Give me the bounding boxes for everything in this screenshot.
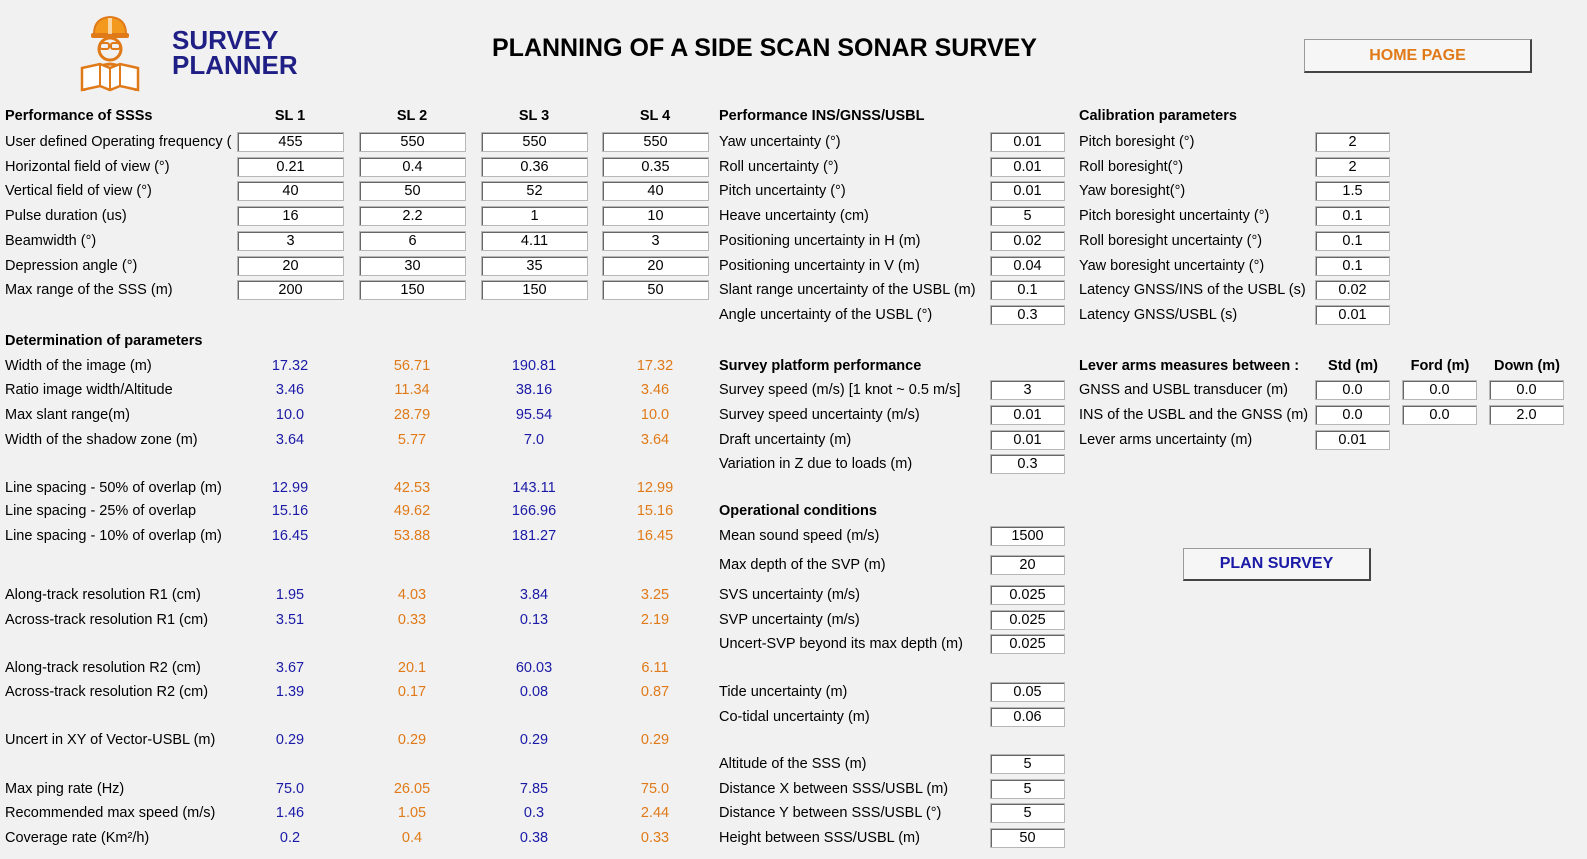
param-row-label: Max ping rate (Hz) (5, 781, 125, 797)
param-value: 49.62 (393, 503, 431, 519)
param-value: 1.46 (275, 805, 305, 821)
operational-value-input[interactable] (990, 585, 1065, 605)
param-value: 0.33 (397, 612, 427, 628)
sss-value-input[interactable] (237, 157, 344, 177)
sss-value-input[interactable] (237, 132, 344, 152)
ins-value-input[interactable] (990, 157, 1065, 177)
sss-value-input[interactable] (602, 256, 709, 276)
param-row-label: Coverage rate (Km²/h) (5, 830, 150, 846)
operational-value-input[interactable] (990, 682, 1065, 702)
calibration-row-label: Pitch boresight (°) (1079, 134, 1195, 150)
param-value: 26.05 (393, 781, 431, 797)
param-value: 3.84 (519, 587, 549, 603)
sss-row-label: Depression angle (°) (5, 258, 138, 274)
sss-row-label: Beamwidth (°) (5, 233, 97, 249)
param-row-label: Along-track resolution R2 (cm) (5, 660, 201, 676)
sss-value-input[interactable] (359, 256, 466, 276)
sss-value-input[interactable] (481, 132, 588, 152)
param-value: 3.64 (275, 432, 305, 448)
sss-value-input[interactable] (602, 132, 709, 152)
sss-row-label: Horizontal field of view (°) (5, 159, 170, 175)
param-value: 17.32 (636, 358, 674, 374)
lever-value-input[interactable] (1402, 405, 1477, 425)
param-value: 0.29 (640, 732, 670, 748)
param-row-label: Along-track resolution R1 (cm) (5, 587, 201, 603)
param-value: 190.81 (511, 358, 557, 374)
param-value: 10.0 (640, 407, 670, 423)
param-value: 181.27 (511, 528, 557, 544)
ins-value-input[interactable] (990, 231, 1065, 251)
sss-value-input[interactable] (359, 157, 466, 177)
calibration-value-input[interactable] (1315, 280, 1390, 300)
sss-row-label: Pulse duration (us) (5, 208, 127, 224)
sss-value-input[interactable] (359, 280, 466, 300)
param-value: 12.99 (271, 480, 309, 496)
param-value: 0.38 (519, 830, 549, 846)
lever-column-header: Std (m) (1328, 358, 1378, 374)
operational-value-input[interactable] (990, 779, 1065, 799)
operational-value-input[interactable] (990, 803, 1065, 823)
param-value: 0.13 (519, 612, 549, 628)
ins-row-label: Positioning uncertainty in V (m) (719, 258, 920, 274)
ins-row-label: Roll uncertainty (°) (719, 159, 839, 175)
sss-value-input[interactable] (359, 132, 466, 152)
param-row-label: Across-track resolution R1 (cm) (5, 612, 209, 628)
operational-row-label: Tide uncertainty (m) (719, 684, 848, 700)
lever-row-label: GNSS and USBL transducer (m) (1079, 382, 1288, 398)
param-row-label: Ratio image width/Altitude (5, 382, 173, 398)
param-value: 42.53 (393, 480, 431, 496)
page-title: PLANNING OF A SIDE SCAN SONAR SURVEY (492, 34, 1037, 62)
lever-row-label: INS of the USBL and the GNSS (m) (1079, 407, 1309, 423)
calibration-value-input[interactable] (1315, 256, 1390, 276)
ins-value-input[interactable] (990, 256, 1065, 276)
ins-value-input[interactable] (990, 280, 1065, 300)
param-value: 38.16 (515, 382, 553, 398)
app-logo (78, 12, 303, 94)
operational-value-input[interactable] (990, 555, 1065, 575)
param-value: 0.29 (519, 732, 549, 748)
platform-heading: Survey platform performance (719, 358, 922, 374)
operational-value-input[interactable] (990, 526, 1065, 546)
sss-column-header: SL 1 (274, 108, 306, 124)
sss-value-input[interactable] (237, 256, 344, 276)
param-value: 0.2 (279, 830, 301, 846)
ins-value-input[interactable] (990, 206, 1065, 226)
param-value: 17.32 (271, 358, 309, 374)
param-value: 16.45 (636, 528, 674, 544)
param-value: 3.46 (640, 382, 670, 398)
param-value: 3.67 (275, 660, 305, 676)
param-value: 0.3 (523, 805, 545, 821)
param-row-label: Recommended max speed (m/s) (5, 805, 216, 821)
param-row-label: Width of the shadow zone (m) (5, 432, 198, 448)
lever-uncertainty-label: Lever arms uncertainty (m) (1079, 432, 1253, 448)
sss-row-label: Max range of the SSS (m) (5, 282, 173, 298)
lever-uncertainty-input[interactable] (1315, 430, 1390, 450)
sss-value-input[interactable] (481, 231, 588, 251)
platform-row-label: Variation in Z due to loads (m) (719, 456, 913, 472)
operational-value-input[interactable] (990, 610, 1065, 630)
lever-value-input[interactable] (1315, 380, 1390, 400)
sss-value-input[interactable] (481, 280, 588, 300)
sss-value-input[interactable] (602, 206, 709, 226)
platform-row-label: Survey speed uncertainty (m/s) (719, 407, 920, 423)
param-row-label: Line spacing - 10% of overlap (m) (5, 528, 222, 544)
calibration-value-input[interactable] (1315, 181, 1390, 201)
calibration-value-input[interactable] (1315, 132, 1390, 152)
platform-row-label: Survey speed (m/s) [1 knot ~ 0.5 m/s] (719, 382, 961, 398)
params-heading: Determination of parameters (5, 333, 203, 349)
operational-row-label: Mean sound speed (m/s) (719, 528, 880, 544)
sss-value-input[interactable] (359, 181, 466, 201)
param-value: 10.0 (275, 407, 305, 423)
param-value: 1.95 (275, 587, 305, 603)
param-value: 2.44 (640, 805, 670, 821)
param-value: 1.05 (397, 805, 427, 821)
param-value: 56.71 (393, 358, 431, 374)
operational-value-input[interactable] (990, 828, 1065, 848)
calibration-row-label: Roll boresight uncertainty (°) (1079, 233, 1263, 249)
lever-value-input[interactable] (1402, 380, 1477, 400)
param-row-label: Across-track resolution R2 (cm) (5, 684, 209, 700)
lever-value-input[interactable] (1489, 380, 1564, 400)
lever-value-input[interactable] (1315, 405, 1390, 425)
param-row-label: Line spacing - 50% of overlap (m) (5, 480, 222, 496)
param-value: 60.03 (515, 660, 553, 676)
operational-row-label: Co-tidal uncertainty (m) (719, 709, 870, 725)
param-value: 3.51 (275, 612, 305, 628)
param-value: 75.0 (640, 781, 670, 797)
ins-row-label: Pitch uncertainty (°) (719, 183, 846, 199)
param-value: 0.87 (640, 684, 670, 700)
operational-row-label: Uncert-SVP beyond its max depth (m) (719, 636, 963, 652)
ins-value-input[interactable] (990, 132, 1065, 152)
operational-row-label: Distance X between SSS/USBL (m) (719, 781, 949, 797)
sss-column-header: SL 3 (518, 108, 550, 124)
sss-value-input[interactable] (359, 206, 466, 226)
sss-column-header: SL 4 (639, 108, 671, 124)
param-value: 5.77 (397, 432, 427, 448)
param-value: 0.08 (519, 684, 549, 700)
calibration-value-input[interactable] (1315, 157, 1390, 177)
ins-row-label: Slant range uncertainty of the USBL (m) (719, 282, 976, 298)
param-value: 53.88 (393, 528, 431, 544)
calibration-row-label: Yaw boresight(°) (1079, 183, 1186, 199)
calibration-value-input[interactable] (1315, 305, 1390, 325)
calibration-value-input[interactable] (1315, 206, 1390, 226)
param-value: 7.0 (523, 432, 545, 448)
platform-value-input[interactable] (990, 454, 1065, 474)
sss-value-input[interactable] (481, 256, 588, 276)
lever-value-input[interactable] (1489, 405, 1564, 425)
calibration-row-label: Latency GNSS/INS of the USBL (s) (1079, 282, 1306, 298)
param-row-label: Max slant range(m) (5, 407, 130, 423)
param-row-label: Uncert in XY of Vector-USBL (m) (5, 732, 216, 748)
operational-row-label: Distance Y between SSS/USBL (°) (719, 805, 942, 821)
ins-row-label: Angle uncertainty of the USBL (°) (719, 307, 933, 323)
sss-column-header: SL 2 (396, 108, 428, 124)
sss-value-input[interactable] (602, 181, 709, 201)
param-value: 4.03 (397, 587, 427, 603)
param-value: 11.34 (394, 382, 430, 398)
param-value: 75.0 (275, 781, 305, 797)
calibration-heading: Calibration parameters (1079, 108, 1237, 124)
param-value: 3.46 (275, 382, 305, 398)
ins-value-input[interactable] (990, 305, 1065, 325)
sss-value-input[interactable] (237, 206, 344, 226)
platform-value-input[interactable] (990, 405, 1065, 425)
sss-value-input[interactable] (481, 157, 588, 177)
param-value: 143.11 (512, 480, 556, 496)
param-value: 15.16 (636, 503, 674, 519)
param-value: 2.19 (640, 612, 670, 628)
platform-value-input[interactable] (990, 430, 1065, 450)
calibration-row-label: Yaw boresight uncertainty (°) (1079, 258, 1265, 274)
operational-heading: Operational conditions (719, 503, 877, 519)
param-value: 20.1 (397, 660, 427, 676)
param-value: 0.17 (397, 684, 427, 700)
sss-row-label: Vertical field of view (°) (5, 183, 152, 199)
param-value: 3.25 (640, 587, 670, 603)
sss-value-input[interactable] (481, 181, 588, 201)
ins-row-label: Heave uncertainty (cm) (719, 208, 869, 224)
param-value: 0.33 (640, 830, 670, 846)
platform-row-label: Draft uncertainty (m) (719, 432, 852, 448)
lever-column-header: Down (m) (1493, 358, 1561, 374)
logo-text (172, 25, 298, 80)
lever-heading: Lever arms measures between : (1079, 358, 1300, 374)
ins-heading: Performance INS/GNSS/USBL (719, 108, 925, 124)
ins-value-input[interactable] (990, 181, 1065, 201)
ins-row-label: Yaw uncertainty (°) (719, 134, 841, 150)
calibration-value-input[interactable] (1315, 231, 1390, 251)
logo-line-1: SURVEY (172, 25, 279, 55)
param-value: 12.99 (636, 480, 674, 496)
param-value: 6.11 (641, 660, 669, 676)
surveyor-icon (78, 12, 142, 92)
operational-row-label: SVP uncertainty (m/s) (719, 612, 860, 628)
sss-value-input[interactable] (481, 206, 588, 226)
calibration-row-label: Roll boresight(°) (1079, 159, 1184, 175)
operational-row-label: SVS uncertainty (m/s) (719, 587, 861, 603)
sss-heading: Performance of SSSs (5, 108, 153, 124)
param-row-label: Width of the image (m) (5, 358, 152, 374)
plan-survey-button[interactable]: PLAN SURVEY (1183, 548, 1371, 581)
param-value: 166.96 (511, 503, 557, 519)
param-value: 3.64 (640, 432, 670, 448)
sss-value-input[interactable] (602, 280, 709, 300)
param-value: 15.16 (271, 503, 309, 519)
operational-value-input[interactable] (990, 754, 1065, 774)
param-value: 28.79 (393, 407, 431, 423)
logo-line-2: PLANNER (172, 50, 298, 80)
sss-value-input[interactable] (602, 157, 709, 177)
operational-row-label: Altitude of the SSS (m) (719, 756, 867, 772)
sss-value-input[interactable] (237, 231, 344, 251)
lever-column-header: Ford (m) (1410, 358, 1470, 374)
operational-row-label: Max depth of the SVP (m) (719, 557, 886, 573)
operational-value-input[interactable] (990, 707, 1065, 727)
sss-value-input[interactable] (237, 280, 344, 300)
param-value: 0.4 (401, 830, 423, 846)
ins-row-label: Positioning uncertainty in H (m) (719, 233, 921, 249)
param-row-label: Line spacing - 25% of overlap (5, 503, 197, 519)
param-value: 95.54 (515, 407, 553, 423)
calibration-row-label: Latency GNSS/USBL (s) (1079, 307, 1238, 323)
param-value: 1.39 (275, 684, 305, 700)
platform-value-input[interactable] (990, 380, 1065, 400)
sss-value-input[interactable] (602, 231, 709, 251)
param-value: 7.85 (519, 781, 549, 797)
calibration-row-label: Pitch boresight uncertainty (°) (1079, 208, 1270, 224)
param-value: 16.45 (271, 528, 309, 544)
param-value: 0.29 (275, 732, 305, 748)
sss-value-input[interactable] (359, 231, 466, 251)
param-value: 0.29 (397, 732, 427, 748)
home-page-button[interactable]: HOME PAGE (1304, 39, 1532, 73)
operational-row-label: Height between SSS/USBL (m) (719, 830, 920, 846)
operational-value-input[interactable] (990, 634, 1065, 654)
sss-row-label: User defined Operating frequency ( (5, 134, 232, 150)
sss-value-input[interactable] (237, 181, 344, 201)
